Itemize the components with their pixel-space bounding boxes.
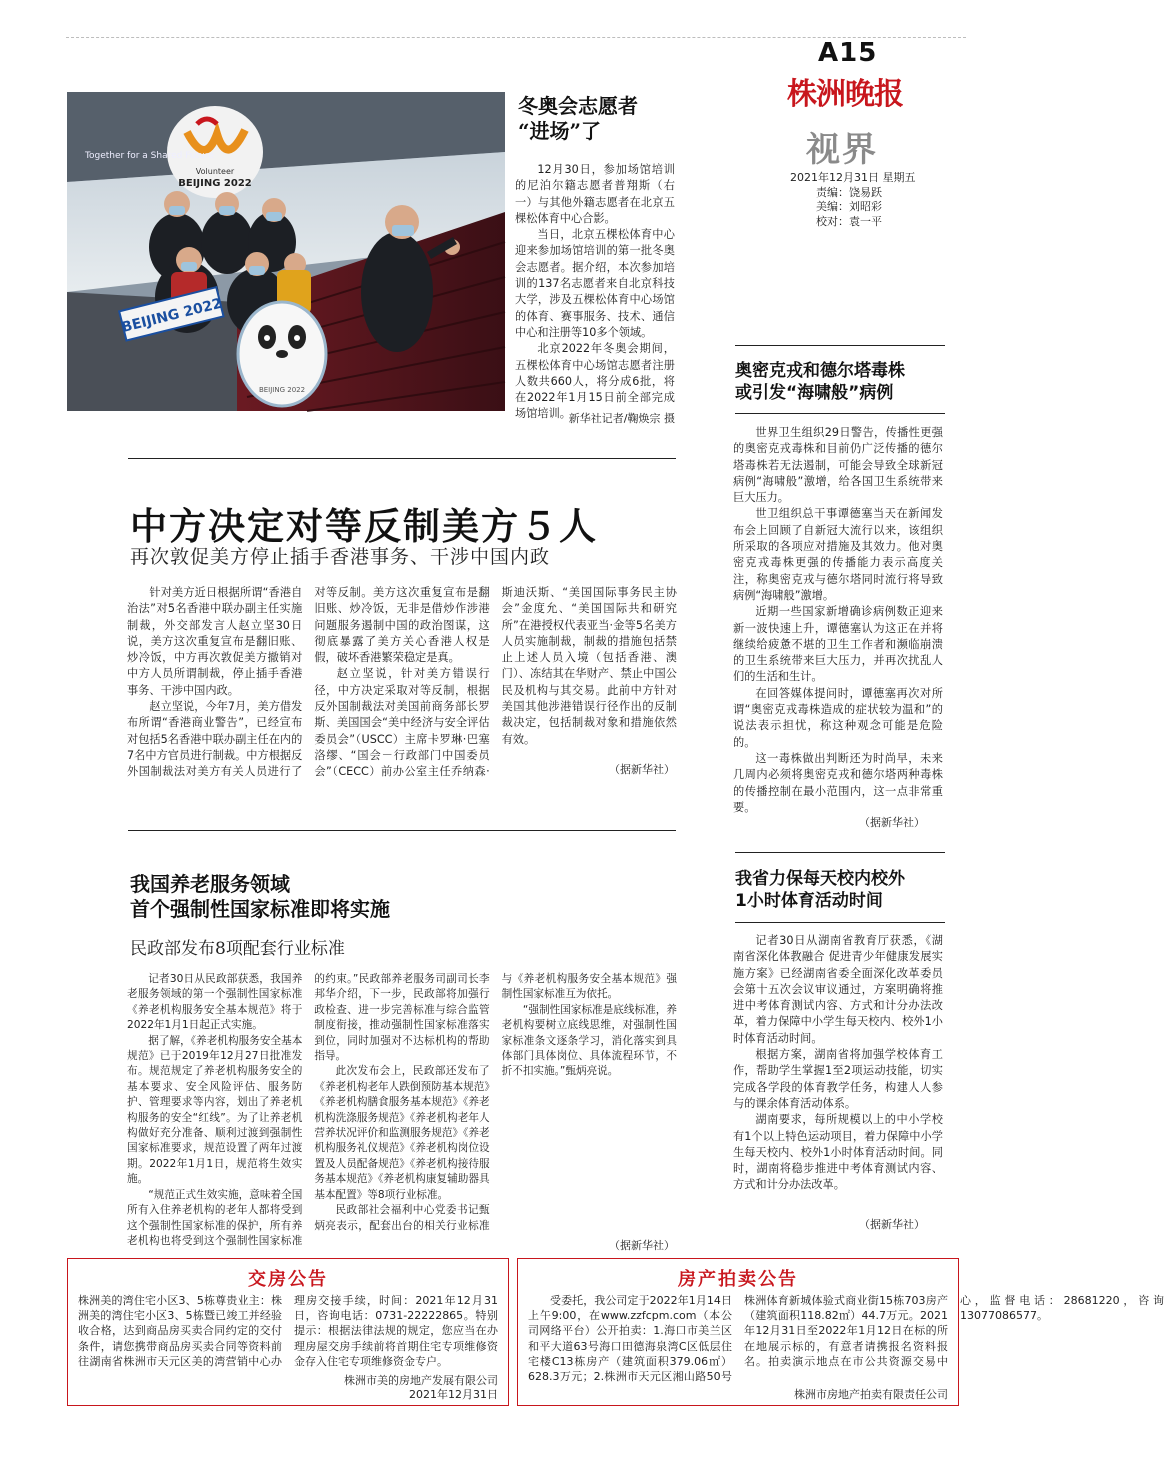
volunteer-p1: 12月30日，参加场馆培训的尼泊尔籍志愿者普翔斯（右一）与其他外籍志愿者在北京五棵松体育中心合影。 [515,163,675,225]
elderly-title [130,872,550,922]
slogan-text: Together for a Shared Future [85,151,214,161]
designer: 美编：刘昭彩 [816,200,882,213]
edition-meta [790,171,916,229]
elderly-credit: （据新华社） [609,1239,675,1252]
ad-auction-title: 房产拍卖公告 [678,1269,798,1290]
elderly-p2: 据了解，《养老机构服务安全基本规范》已于2019年12月27日批准发布。规范规定了养老机构服务安全的基本要求、安全风险评估、服务防护、管理要求等内容，划出了养老机构服务的安全“红线”。为了让养老机构做好充分准备、顺利过渡到强制性国家标准要求，规范设置了两年过渡期。2022年1月1日，规范将生效实施。 [127,1034,303,1186]
sanctions-title: 中方决定对等反制美方５人 [130,504,598,548]
mascot-label: BEIJING 2022 [258,386,306,394]
elderly-p6: “强制性国家标准是底线标准，养老机构要树立底线思维，对强制性国家标准条文逐条学习，消化落实到具体部门具体岗位、具体流程环节，不折不扣实施。”甄炳亮说。 [501,1003,677,1078]
omicron-p5: 这一毒株做出判断还为时尚早，未来几周内必须将奥密克戎和德尔塔两种毒株的传播控制在最小范围内，这一点非常重要。 [733,751,943,814]
paper-logo: 株洲晚报 [787,77,903,112]
sanctions-body [127,585,677,781]
elderly-p4: 此次发布会上，民政部还发布了《养老机构老年人跌倒预防基本规范》《养老机构膳食服务基本规范》《养老机构洗涤服务规范》《养老机构老年人营养状况评价和监测服务规范》《养老机构服务礼仪规范》《养老机构岗位设置及人员配备规范》《养老机构接待服务基本规范》《养老机构康复辅助器具基本配置》等8项行业标准。 [314,1065,490,1201]
ad-handover-company: 株洲市美的房地产发展有限公司 [344,1374,498,1387]
divider-elderly-top [128,830,676,831]
section-title: 视界 [806,130,878,170]
volunteer-title [518,94,688,144]
pe-credit: （据新华社） [859,1218,925,1231]
volunteer-p2: 当日，北京五棵松体育中心迎来参加场馆培训的第一批冬奥会志愿者。据介绍，本次参加培训的137名志愿者来自北京科技大学，涉及五棵松体育中心场馆的体育、赛事服务、技术、通信中心和注册等10多个领域。 [515,228,675,339]
volunteer-title-line1: 冬奥会志愿者 [518,94,638,118]
mascot [238,302,326,406]
omicron-credit: （据新华社） [859,816,925,829]
ad-handover-text: 株洲美的湾住宅小区3、5栋尊贵业主：株洲美的湾住宅小区3、5栋暨已竣工并经验收合格，达到商品房买卖合同约定的交付条件，请您携带商品房买卖合同等资料前往湖南省株洲市天元区美的湾营销中心办理房交接手续，时间：2021年12月31日，咨询电话：0731-22222865。特别提示：根据法律法规的规定，您应当在办理房屋交房手续前将首期住宅专项维修资金存入住宅专项维修资金专户。 [78,1294,498,1368]
sign-line2: BEIJING 2022 [178,178,252,189]
sanctions-p3: 赵立坚说，针对美方错误行径，中方决定采取对等反制，根据反外国制裁法对美国前商务部长罗斯、美国国会“美中经济与安全评估委员会”（USCC）主席卡罗琳·巴塞洛缪、“国会－行政部门中国委员会”（CECC）前办公室主任乔纳森·斯迪沃斯、“美国国际事务民主协会”金度允、“美国国际共和研究所”在港授权代表亚当·金等5名美方人员实施制裁，制裁的措施包括禁止上述人员入境（包括香港、澳门）、冻结其在华财产、禁止中国公民及机构与其交易。此前中方针对美国其他涉港错误行径作出的反制裁决定，包括制裁对象和措施依然有效。 [314,586,677,779]
pe-p1: 记者30日从湖南省教育厅获悉，《湖南省深化体教融合 促进青少年健康发展实施方案》已经湖南省委全面深化改革委员会第十五次会议审议通过，方案明确将推进中考体育测试内容、方式和计分办法改革，着力保障中小学生每天校内、校外1小时体育活动时间。 [733,934,943,1045]
elderly-p3: “规范正式生效实施，意味着全国所有入住养老机构的老年人都将受到这个强制性国家标准的保护，所有养老机构也将受到这个强制性国家标准的约束。”民政部养老服务司副司长李邦华介绍，下一步，民政部将加强行政检查、进一步完善标准与综合监管制度衔接，推动强制性国家标准落实到位，同时加强对不达标机构的帮助指导。 [127,973,490,1247]
news-photo [67,92,505,411]
elderly-subtitle: 民政部发布8项配套行业标准 [130,939,345,959]
banner-text: BEIJING 2022 [119,295,224,337]
pe-title-line1: 我省力保每天校内校外 [735,869,905,889]
pe-title [735,868,955,912]
omicron-title [735,360,955,404]
divider-pe-title [735,922,945,923]
divider-omicron-title [735,413,945,414]
elderly-title-line1: 我国养老服务领域 [130,872,290,896]
pe-p3: 湖南要求，每所规模以上的中小学校有1个以上特色运动项目，着力保障中小学生每天校内、校外1小时体育活动时间。同时，湖南将稳步推进中考体育测试内容、方式和计分办法改革。 [733,1113,943,1192]
sign-line1: Volunteer [195,167,235,176]
ad-handover-title: 交房公告 [248,1269,328,1290]
divider-sanctions-top [128,458,676,459]
volunteer-credit: 新华社记者/鞠焕宗 摄 [568,412,675,425]
volunteer-title-line2: “进场”了 [518,119,602,143]
omicron-body [733,425,943,816]
sanctions-credit: （据新华社） [609,763,675,776]
edition-date: 2021年12月31日 星期五 [790,171,916,184]
omicron-title-line2: 或引发“海啸般”病例 [735,383,894,403]
omicron-p2: 世卫组织总干事谭德塞当天在新闻发布会上回顾了自新冠大流行以来，该组织所采取的各项应对措施及其效力。他对奥密克戎毒株更强的传播能力表示高度关注，称奥密克戎与德尔塔同时流行将导致病例“海啸般”激增。 [733,507,943,602]
sanctions-subtitle: 再次敦促美方停止插手香港事务、干涉中国内政 [130,546,551,568]
omicron-p1: 世界卫生组织29日警告，传播性更强的奥密克戎毒株和目前仍广泛传播的德尔塔毒株若无法遏制，可能会导致全球新冠病例“海啸般”激增，给各国卫生系统带来巨大压力。 [733,426,943,505]
elderly-p1: 记者30日从民政部获悉，我国养老服务领域的第一个强制性国家标准《养老机构服务安全基本规范》将于2022年1月1日起正式实施。 [127,973,303,1032]
elderly-body [127,972,677,1254]
omicron-p3: 近期一些国家新增确诊病例数正迎来新一波快速上升，谭德塞认为这正在并将继续给疲惫不堪的卫生工作者和濒临崩溃的卫生系统带来巨大压力，并再次扰乱人们的生活和生计。 [733,605,943,684]
pe-p2: 根据方案，湖南省将加强学校体育工作，帮助学生掌握1至2项运动技能，切实完成各学段的体育教学任务，构建人人参与的课余体育活动体系。 [733,1048,943,1110]
elderly-p5: 民政部社会福利中心党委书记甄炳亮表示，配套出台的相关行业标准与《养老机构服务安全基本规范》强制性国家标准互为依托。 [314,973,677,1232]
pe-body [733,933,943,1194]
elderly-title-line2: 首个强制性国家标准即将实施 [130,897,390,921]
proofreader: 校对：袁一平 [816,214,882,228]
ad-auction-company: 株洲市房地产拍卖有限责任公司 [794,1388,948,1401]
ad-handover-date: 2021年12月31日 [409,1388,498,1401]
divider-omicron-top [735,345,945,346]
page-number: A15 [818,38,878,68]
volunteer-body [515,162,675,423]
editor: 责编：饶易跃 [816,185,882,199]
ad-handover [67,1258,509,1406]
ad-auction-text: 受委托，我公司定于2022年1月14日上午9:00，在www.zzfcpm.com（本公司网络平台）公开拍卖：1.海口市美兰区和平大道63号海口田德海泉湾C区低层住宅楼C13栋房产（建筑面积379.06㎡）628.3万元；2.株洲市天元区湘山路50号株洲体育新城体验式商业街15栋703房产（建筑面积118.82㎡）44.7万元。2021年12月31日至2022年1月12日在标的所在地展示标的，有意者请携报名资料报名。拍卖演示地点在市公共资源交易中心，监督电话：28681220，咨询13077086577。 [528,1294,1164,1384]
volunteer-p3: 北京2022年冬奥会期间，五棵松体育中心场馆志愿者注册人数共660人，将分成6批，将在2022年1月15日前全部完成场馆培训。 [515,342,675,421]
omicron-p4: 在回答媒体提问时，谭德塞再次对所谓“奥密克戎毒株造成的症状较为温和”的说法表示担忧，称这种观念可能是危险的。 [733,686,943,749]
volunteers-photo-illustration [67,92,505,411]
ad-auction [517,1258,1164,1406]
omicron-title-line1: 奥密克戎和德尔塔毒株 [735,361,905,381]
divider-pe-top [735,852,945,853]
sanctions-p1: 针对美方近日根据所谓“香港自治法”对5名香港中联办副主任实施制裁，外交部发言人赵立坚30日说，美方这次重复宣布是翻旧账、炒冷饭，中方再次敦促美方撤销对中方人员所谓制裁，停止插手香港事务、干涉中国内政。 [127,586,303,697]
pe-title-line2: 1小时体育活动时间 [735,891,883,911]
sanctions-p2: 赵立坚说，今年7月，美方借发布所谓“香港商业警告”，已经宣布对包括5名香港中联办副主任在内的7名中方官员进行制裁。中方根据反外国制裁法对美方有关人员进行了对等反制。美方这次重复宣布是翻旧账、炒冷饭，无非是借炒作涉港问题服务遏制中国的政治图谋，这彻底暴露了美方关心香港人权是假，破坏香港繁荣稳定是真。 [127,586,490,779]
